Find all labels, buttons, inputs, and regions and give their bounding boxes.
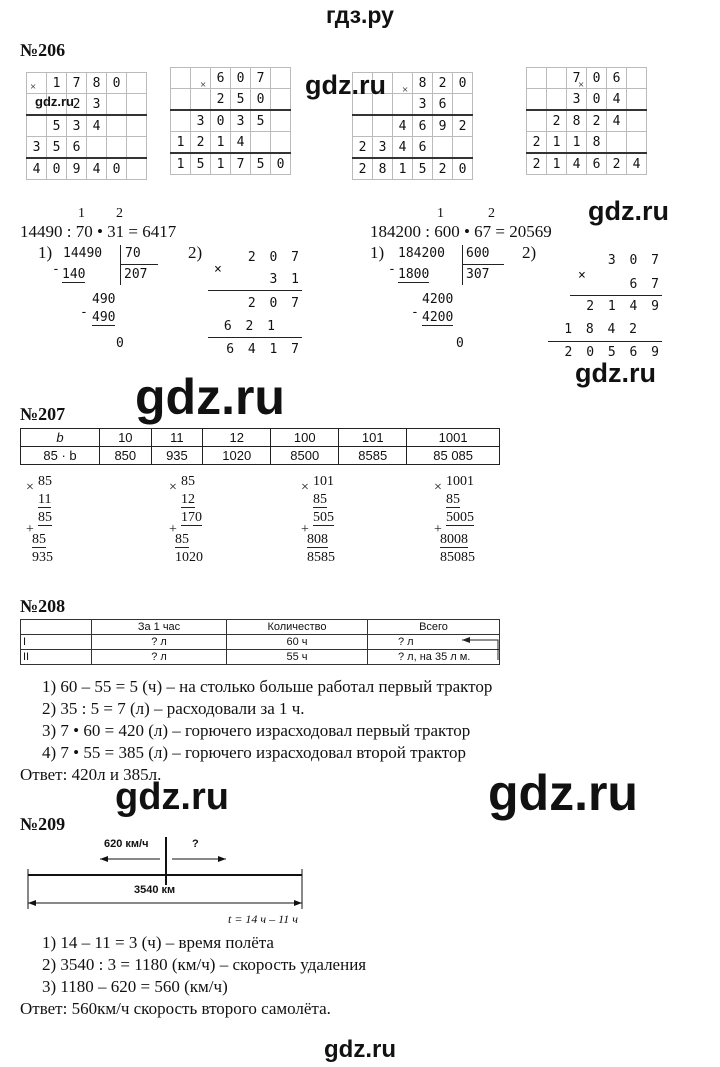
col-mult-result: 1020	[175, 550, 203, 565]
f-cell: 8500	[271, 447, 339, 465]
multiply-sign: ×	[214, 262, 222, 277]
grid-cell: 6	[433, 94, 453, 116]
b-cell: 1001	[407, 429, 500, 447]
div2-dividend: 184200	[398, 246, 445, 261]
grid-cell: 7	[567, 68, 587, 89]
col-mult-p2: 85	[175, 532, 189, 547]
grid-cell	[527, 89, 547, 111]
task-209-title: №209	[20, 814, 66, 834]
grid-cell: 2	[211, 89, 231, 111]
task-207-title: №207	[20, 404, 66, 424]
header-cell: За 1 час	[92, 620, 227, 635]
grid-row	[527, 132, 647, 154]
grid-cell	[453, 94, 473, 116]
grid-cell: 0	[453, 73, 473, 94]
grid-cell	[627, 110, 647, 132]
grid-cell: 6	[587, 153, 607, 175]
grid-cell: 2	[547, 110, 567, 132]
div1-dividend: 14490	[63, 246, 103, 261]
grid-cell	[353, 115, 373, 137]
grid-cell: 6	[413, 115, 433, 137]
grid-cell: 4	[87, 115, 107, 137]
mul1-p2: 6 2 1	[223, 319, 278, 334]
mult-grid	[526, 67, 647, 175]
grid-cell: 1	[211, 153, 231, 175]
grid-cell: 2	[433, 158, 453, 180]
grid-row	[171, 153, 291, 175]
grid-cell: 0	[251, 89, 271, 111]
b-cell: 100	[271, 429, 339, 447]
grid-cell	[27, 115, 47, 137]
grid-cell	[271, 89, 291, 111]
solution-line: 4) 7 • 55 = 385 (л) – горючего израсходовал второй трактор	[42, 743, 467, 762]
grid-cell: 3	[231, 110, 251, 132]
mul2-b: 6 7	[629, 277, 662, 292]
site-title: гдз.ру	[326, 2, 394, 28]
table-row	[21, 650, 500, 665]
distance-label: 3540 км	[134, 884, 176, 896]
grid-cell: 0	[47, 158, 67, 180]
mul1-line	[208, 290, 302, 291]
multiply-sign: ×	[169, 480, 177, 495]
watermark: gdz.ru	[575, 358, 656, 388]
motion-diagram	[20, 835, 320, 915]
col-mult-b: 85	[313, 492, 327, 507]
grid-cell: 2	[587, 110, 607, 132]
grid-cell: 0	[211, 110, 231, 132]
div1-rem2: 0	[116, 336, 124, 351]
col-mult-b: 85	[446, 492, 460, 507]
col-mult-result: 85085	[440, 550, 475, 565]
plus-sign: +	[434, 522, 442, 537]
watermark-small: gdz.ru	[35, 94, 74, 109]
plus-sign: +	[301, 522, 309, 537]
col-mult-a: 101	[313, 474, 334, 489]
eq2-order-mark-1: 1	[437, 206, 444, 221]
grid-row	[171, 89, 291, 111]
div1-quotient: 207	[124, 267, 148, 282]
cell: ? л	[368, 635, 500, 650]
div2-sub2: 4200	[422, 310, 454, 325]
f-label: 85 · b	[21, 447, 100, 465]
cell: 55 ч	[227, 650, 368, 665]
grid-cell: 0	[107, 73, 127, 94]
col-mult-a: 85	[38, 474, 52, 489]
grid-row	[527, 110, 647, 132]
grid-cell	[607, 132, 627, 154]
grid-row	[353, 115, 473, 137]
mul2-p2: 1 8 4 2	[564, 322, 640, 337]
grid-cell: 3	[67, 115, 87, 137]
b-label: b	[21, 429, 100, 447]
grid-row	[171, 132, 291, 154]
solution-line: 2) 35 : 5 = 7 (л) – расходовали за 1 ч.	[42, 699, 305, 718]
grid-row	[353, 158, 473, 180]
grid-cell	[453, 137, 473, 159]
answer: Ответ: 420л и 385л.	[20, 765, 162, 784]
grid-cell: 5	[413, 158, 433, 180]
grid-cell	[87, 137, 107, 159]
eq2-order-mark-2: 2	[488, 206, 495, 221]
grid-cell: 6	[211, 68, 231, 89]
grid-cell	[547, 68, 567, 89]
grid-cell: 5	[47, 137, 67, 159]
col-mult-p2: 808	[307, 532, 328, 547]
col-mult-a: 1001	[446, 474, 474, 489]
grid-cell: 2	[453, 115, 473, 137]
grid-cell	[127, 137, 147, 159]
div2-divisor: 600	[466, 246, 490, 261]
mul1-a: 2 0 7	[247, 250, 302, 265]
grid-cell	[107, 137, 127, 159]
grid-cell	[271, 68, 291, 89]
grid-cell: 1	[547, 132, 567, 154]
grid-cell: 4	[607, 89, 627, 111]
minus-sign: -	[52, 262, 60, 277]
grid-cell: 4	[87, 158, 107, 180]
mul2-result: 2 0 5 6 9	[564, 345, 662, 360]
div1-divisor: 70	[125, 246, 141, 261]
b-cell: 101	[339, 429, 407, 447]
div1-quotient-line	[120, 264, 158, 265]
mul1-p1: 2 0 7	[247, 296, 302, 311]
time-label: t = 14 ч – 11 ч	[228, 912, 298, 926]
grid-cell: 0	[453, 158, 473, 180]
div2-bar	[462, 245, 463, 285]
grid-cell: 5	[251, 110, 271, 132]
grid-cell: 9	[433, 115, 453, 137]
solution-line: 1) 14 – 11 = 3 (ч) – время полёта	[42, 933, 274, 952]
grid-cell	[127, 94, 147, 116]
multiply-sign: ×	[200, 79, 207, 91]
grid-cell	[251, 132, 271, 154]
eq1-order-mark-2: 2	[116, 206, 123, 221]
grid-cell	[171, 68, 191, 89]
grid-cell	[107, 115, 127, 137]
grid-cell: 3	[413, 94, 433, 116]
header-row	[21, 620, 500, 635]
multiply-sign: ×	[578, 79, 585, 91]
grid-cell: 4	[567, 153, 587, 175]
grid-cell: 3	[191, 110, 211, 132]
equation-2: 184200 : 600 • 67 = 20569	[370, 222, 552, 241]
multiply-sign: ×	[402, 84, 409, 96]
watermark: gdz.ru	[588, 196, 669, 226]
grid-cell: 8	[587, 132, 607, 154]
grid-cell	[527, 68, 547, 89]
grid-row	[527, 68, 647, 89]
grid-cell: 9	[67, 158, 87, 180]
mult-grid	[170, 67, 291, 175]
multiply-sign: ×	[301, 480, 309, 495]
grid-row	[27, 115, 147, 137]
div2-rem2: 0	[456, 336, 464, 351]
solution-line: 3) 7 • 60 = 420 (л) – горючего израсходовал первый трактор	[42, 721, 471, 740]
speed-2-label: ?	[192, 838, 199, 850]
grid-row	[527, 153, 647, 175]
grid-cell: 0	[231, 68, 251, 89]
eq1-order-mark-1: 1	[78, 206, 85, 221]
grid-cell: 6	[607, 68, 627, 89]
grid-cell: 3	[373, 137, 393, 159]
grid-row	[353, 137, 473, 159]
grid-cell: 2	[67, 94, 87, 116]
watermark: gdz.ru	[324, 1036, 396, 1063]
col-mult-a: 85	[181, 474, 195, 489]
header-cell	[21, 620, 92, 635]
task-208-table	[20, 619, 500, 665]
grid-cell: 4	[607, 110, 627, 132]
mul2-a: 3 0 7	[607, 253, 662, 268]
grid-cell	[393, 94, 413, 116]
grid-row	[527, 89, 647, 111]
b-cell: 10	[100, 429, 152, 447]
multiply-sign: ×	[30, 81, 37, 93]
step-1-label: 1)	[370, 243, 385, 262]
solution-line: 2) 3540 : 3 = 1180 (км/ч) – скорость удаления	[42, 955, 367, 974]
grid-row	[171, 110, 291, 132]
grid-cell: 0	[587, 68, 607, 89]
multiply-sign: ×	[26, 480, 34, 495]
grid-cell: 0	[107, 158, 127, 180]
step-1-label: 1)	[38, 243, 53, 262]
grid-row	[27, 137, 147, 159]
grid-cell: 5	[47, 115, 67, 137]
grid-cell: 2	[527, 132, 547, 154]
col-mult-p1: 5005	[446, 510, 474, 525]
grid-cell: 8	[373, 158, 393, 180]
grid-cell: 1	[171, 132, 191, 154]
col-mult-b: 11	[38, 492, 52, 507]
grid-cell	[171, 110, 191, 132]
cell: ? л	[92, 650, 227, 665]
multiply-sign: ×	[434, 480, 442, 495]
f-cell: 850	[100, 447, 152, 465]
cell: 60 ч	[227, 635, 368, 650]
row-b	[21, 429, 500, 447]
grid-cell: 3	[27, 137, 47, 159]
grid-cell	[527, 110, 547, 132]
step-2-label: 2)	[188, 243, 203, 262]
minus-sign: -	[80, 305, 88, 320]
grid-cell: 4	[393, 137, 413, 159]
watermark: gdz.ru	[488, 765, 638, 821]
grid-cell	[271, 132, 291, 154]
task-206-title: №206	[20, 40, 66, 60]
div2-sub1: 1800	[398, 267, 430, 282]
grid-cell: 4	[231, 132, 251, 154]
grid-cell: 5	[231, 89, 251, 111]
col-mult-b: 12	[181, 492, 195, 507]
watermark: gdz.ru	[305, 70, 386, 100]
grid-cell: 2	[353, 158, 373, 180]
grid-cell: 1	[171, 153, 191, 175]
cell: II	[21, 650, 92, 665]
div1-rem1: 490	[92, 292, 116, 307]
grid-cell	[107, 94, 127, 116]
grid-row	[27, 158, 147, 180]
grid-cell: 2	[607, 153, 627, 175]
grid-cell	[271, 110, 291, 132]
div2-rem1: 4200	[422, 292, 454, 307]
table-row	[21, 635, 500, 650]
grid-cell	[627, 89, 647, 111]
grid-cell: 1	[47, 73, 67, 94]
grid-row	[27, 73, 147, 94]
col-mult-p1: 85	[38, 510, 52, 525]
div1-sub1: 140	[62, 267, 86, 282]
grid-cell: 2	[191, 132, 211, 154]
grid-cell: 5	[191, 153, 211, 175]
task-208-title: №208	[20, 596, 66, 616]
grid-cell	[627, 132, 647, 154]
cell: ? л	[92, 635, 227, 650]
f-cell: 85 085	[407, 447, 500, 465]
f-cell: 1020	[203, 447, 271, 465]
b-cell: 11	[151, 429, 203, 447]
grid-cell: 1	[211, 132, 231, 154]
grid-cell: 4	[27, 158, 47, 180]
grid-cell: 1	[547, 153, 567, 175]
grid-cell: 3	[87, 94, 107, 116]
minus-sign: -	[411, 305, 419, 320]
grid-cell	[433, 137, 453, 159]
mul2-line	[548, 341, 662, 342]
div1-sub2: 490	[92, 310, 116, 325]
equation-1: 14490 : 70 • 31 = 6417	[20, 222, 177, 241]
row-85b	[21, 447, 500, 465]
col-mult-p1: 170	[181, 510, 202, 525]
cell: I	[21, 635, 92, 650]
mul1-line	[208, 337, 302, 338]
col-mult-p1: 505	[313, 510, 334, 525]
div1-bar	[120, 245, 121, 285]
grid-cell: 6	[413, 137, 433, 159]
grid-cell: 4	[393, 115, 413, 137]
minus-sign: -	[388, 262, 396, 277]
solution-line: 3) 1180 – 620 = 560 (км/ч)	[42, 977, 228, 996]
watermark: gdz.ru	[115, 776, 229, 818]
div2-quotient: 307	[466, 267, 490, 282]
header-cell: Количество	[227, 620, 368, 635]
grid-cell: 8	[87, 73, 107, 94]
mul1-result: 6 4 1 7	[226, 342, 302, 357]
header-cell: Всего	[368, 620, 500, 635]
grid-cell: 0	[271, 153, 291, 175]
grid-cell	[127, 158, 147, 180]
cell: ? л, на 35 л м.	[368, 650, 500, 665]
grid-cell: 4	[627, 153, 647, 175]
plus-sign: +	[169, 522, 177, 537]
grid-cell: 1	[567, 132, 587, 154]
grid-cell: 2	[527, 153, 547, 175]
grid-cell: 8	[413, 73, 433, 94]
mul1-b: 3 1	[269, 272, 302, 287]
watermark: gdz.ru	[135, 369, 285, 425]
col-mult-p2: 8008	[440, 532, 468, 547]
grid-cell: 7	[251, 68, 271, 89]
multiply-sign: ×	[578, 268, 586, 283]
div2-quotient-line	[462, 264, 504, 265]
mul2-p1: 2 1 4 9	[586, 299, 662, 314]
grid-cell: 2	[353, 137, 373, 159]
plus-sign: +	[26, 522, 34, 537]
grid-cell	[127, 115, 147, 137]
grid-cell	[627, 68, 647, 89]
grid-cell: 2	[433, 73, 453, 94]
step-2-label: 2)	[522, 243, 537, 262]
b-cell: 12	[203, 429, 271, 447]
mul2-line	[570, 295, 662, 296]
speed-1-label: 620 км/ч	[104, 838, 149, 850]
grid-row	[171, 68, 291, 89]
grid-cell	[547, 89, 567, 111]
comparison-arrow	[440, 634, 510, 664]
grid-cell: 5	[251, 153, 271, 175]
f-cell: 935	[151, 447, 203, 465]
grid-cell: 8	[567, 110, 587, 132]
grid-cell	[171, 89, 191, 111]
grid-cell: 3	[567, 89, 587, 111]
col-mult-p2: 85	[32, 532, 46, 547]
answer: Ответ: 560км/ч скорость второго самолёта.	[20, 999, 331, 1018]
mult-grid	[26, 72, 147, 180]
grid-cell: 1	[393, 158, 413, 180]
grid-cell	[127, 73, 147, 94]
grid-cell: 0	[587, 89, 607, 111]
f-cell: 8585	[339, 447, 407, 465]
col-mult-result: 8585	[307, 550, 335, 565]
grid-cell	[373, 115, 393, 137]
grid-cell: 7	[67, 73, 87, 94]
grid-cell: 6	[67, 137, 87, 159]
solution-line: 1) 60 – 55 = 5 (ч) – на столько больше работал первый трактор	[42, 677, 493, 696]
grid-cell: 7	[231, 153, 251, 175]
grid-cell	[191, 89, 211, 111]
col-mult-result: 935	[32, 550, 53, 565]
task-207-table	[20, 428, 500, 465]
